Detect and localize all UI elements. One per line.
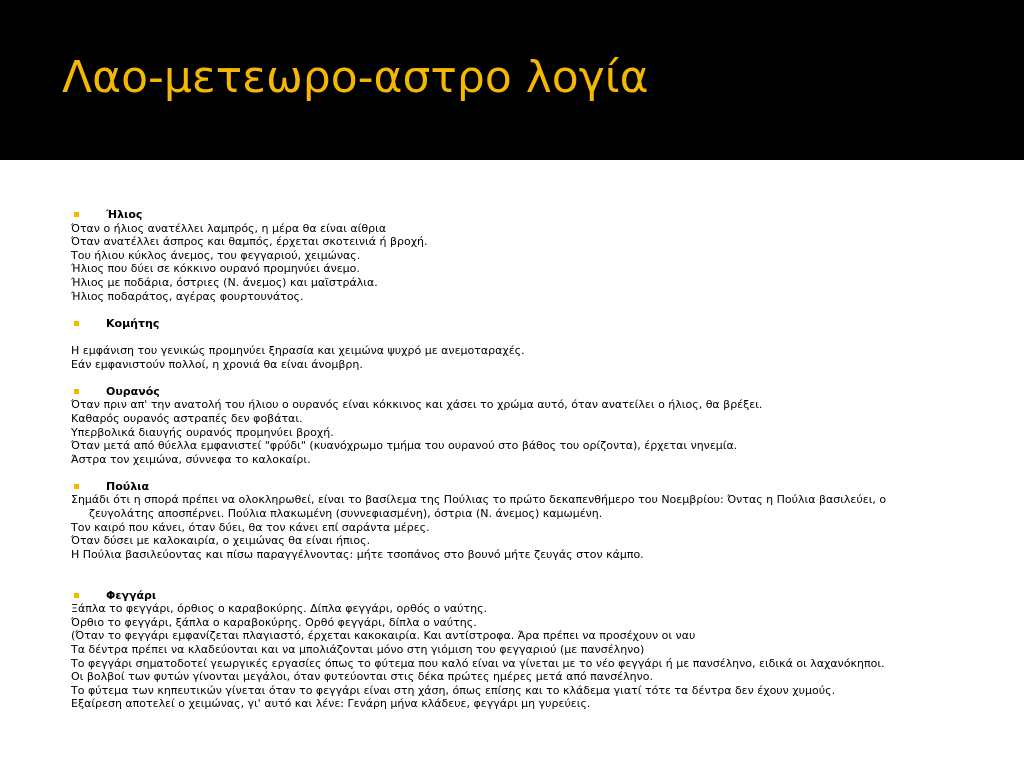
text-line: Η εμφάνιση του γενικώς προμηνύει ξηρασία και χειμώνα ψυχρό με ανεμοταραχές. [71, 343, 525, 357]
title-divider [0, 160, 1024, 168]
spacer [71, 466, 951, 480]
spacer [71, 303, 951, 317]
text-line: (Όταν το φεγγάρι εμφανίζεται πλαγιαστό, έρχεται κακοκαιρία. Και αντίστροφα. Άρα πρέπει να προσέχουν οι ναυ [71, 629, 696, 643]
text-line: Ήλιος με ποδάρια, όστριες (Ν. άνεμος) και μαϊστράλια. [71, 275, 378, 289]
slide-body [71, 208, 951, 711]
text-line: Όταν δύσει με καλοκαιρία, ο χειμώνας θα είναι ήπιος. [71, 534, 371, 548]
section-heading-label: Φεγγάρι [106, 588, 157, 602]
square-bullet-icon [74, 484, 79, 489]
square-bullet-icon [74, 321, 79, 326]
text-line: Του ήλιου κύκλος άνεμος, του φεγγαριού, χειμώνας. [71, 248, 361, 262]
text-line: Όταν μετά από θύελλα εμφανιστεί "φρύδι" (κυανόχρωμο τμήμα του ουρανού στο βάθος του ορίζοντα), έρχεται νηνεμία. [71, 439, 738, 453]
text-line: Καθαρός ουρανός αστραπές δεν φοβάται. [71, 411, 303, 425]
square-bullet-icon [74, 212, 79, 217]
text-line: Όρθιο το φεγγάρι, ξάπλα ο καραβοκύρης. Ορθό φεγγάρι, δίπλα ο ναύτης. [71, 615, 477, 629]
section-heading-sky [71, 385, 951, 399]
text-line: Η Πούλια βασιλεύοντας και πίσω παραγγέλνοντας: μήτε τσοπάνος στο βουνό μήτε ζευγάς στον κάμπο. [71, 547, 644, 561]
text-line: Ήλιος ποδαράτος, αγέρας φουρτουνάτος. [71, 289, 304, 303]
spacer [71, 371, 951, 385]
spacer [71, 575, 951, 589]
square-bullet-icon [74, 389, 79, 394]
text-line: Όταν ανατέλλει άσπρος και θαμπός, έρχεται σκοτεινιά ή βροχή. [71, 235, 428, 249]
section-heading-label: Πούλια [106, 479, 149, 493]
text-line: Τα δέντρα πρέπει να κλαδεύονται και να μπολιάζονται μόνο στη γιόμιση του φεγγαριού (με πανσέληνο) [71, 643, 645, 656]
spacer [71, 561, 951, 575]
section-heading-comet [71, 317, 951, 331]
text-line: Οι βολβοί των φυτών γίνονται μεγάλοι, όταν φυτεύονται στις δέκα πρώτες ημέρες μετά από πανσέληνο. [71, 670, 653, 684]
text-line: Όταν πριν απ' την ανατολή του ήλιου ο ουρανός είναι κόκκινος και χάσει το χρώμα αυτό, όταν ανατείλει ο ήλιος, θα βρέξει. [71, 398, 763, 412]
text-line: Υπερβολικά διαυγής ουρανός προμηνύει βροχή. [71, 425, 334, 439]
text-line: Εάν εμφανιστούν πολλοί, η χρονιά θα είναι άνομβρη. [71, 357, 363, 371]
title-bar [0, 0, 1024, 160]
section-heading-label: Ήλιος [106, 208, 143, 221]
section-heading-pleiades [71, 480, 951, 494]
text-line: Τον καιρό που κάνει, όταν δύει, θα τον κάνει επί σαράντα μέρες. [71, 520, 430, 534]
text-line: Άστρα τον χειμώνα, σύννεφα το καλοκαίρι. [71, 452, 311, 466]
square-bullet-icon [74, 593, 79, 598]
section-heading-moon [71, 589, 951, 603]
section-heading-sun [71, 208, 951, 222]
section-heading-label: Ουρανός [106, 384, 160, 398]
text-line: Σημάδι ότι η σπορά πρέπει να ολοκληρωθεί, είναι το βασίλεμα της Πούλιας το πρώτο δεκαπενθήμερο του Νοεμβρίου: Όντας η Πούλια βασιλεύει, ο ζευγολάτης αποσπέρνει. Πούλια πλακωμένη (συννεφιασμένη), όστρια (Ν. άνεμος) καμωμένη. [71, 493, 887, 521]
section-heading-label: Κομήτης [106, 316, 160, 330]
slide-title: Λαο-μετεωρο-αστρο λογία [62, 52, 649, 103]
text-line: Όταν ο ήλιος ανατέλλει λαμπρός, η μέρα θα είναι αίθρια [71, 221, 387, 235]
text-line: Εξαίρεση αποτελεί ο χειμώνας, γι' αυτό και λένε: Γενάρη μήνα κλάδευε, φεγγάρι μη γυρεύεις. [71, 697, 591, 711]
text-line: Ήλιος που δύει σε κόκκινο ουρανό προμηνύει άνεμο. [71, 262, 360, 276]
text-line: Ξάπλα το φεγγάρι, όρθιος ο καραβοκύρης. Δίπλα φεγγάρι, ορθός ο ναύτης. [71, 602, 488, 616]
spacer [71, 330, 951, 344]
text-line: Το φεγγάρι σηματοδοτεί γεωργικές εργασίες όπως το φύτεμα που καλό είναι να γίνεται με το νέο φεγγάρι ή με πανσέληνο, ειδικά οι λαχανόκηποι. [71, 656, 885, 670]
text-line: Το φύτεμα των κηπευτικών γίνεται όταν το φεγγάρι είναι στη χάση, όπως επίσης και το κλάδεμα γιατί τότε τα δέντρα δεν έχουν χυμούς. [71, 683, 836, 697]
